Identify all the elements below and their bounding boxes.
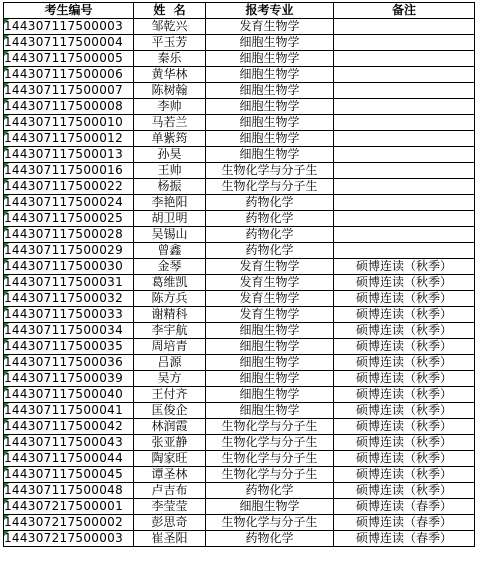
table-row [4, 115, 475, 131]
header-row [4, 3, 475, 19]
note-cell[interactable]: 硕博连读（秋季） [334, 467, 475, 483]
candidate-id-cell[interactable] [4, 115, 134, 131]
note-cell[interactable] [334, 195, 475, 211]
name-cell[interactable]: 王帅 [134, 163, 206, 179]
candidate-id-cell[interactable] [4, 307, 134, 323]
number-stored-as-text-indicator-icon [4, 323, 9, 328]
note-cell[interactable] [334, 67, 475, 83]
note-cell[interactable] [334, 51, 475, 67]
candidate-id-cell[interactable] [4, 259, 134, 275]
number-stored-as-text-indicator-icon [4, 83, 9, 88]
name-cell[interactable]: 周培青 [134, 339, 206, 355]
candidate-id-text: 144307117500039 [4, 371, 124, 385]
number-stored-as-text-indicator-icon [4, 179, 9, 184]
candidate-id-text: 144307117500035 [4, 339, 124, 353]
major-cell[interactable]: 细胞生物学 [206, 499, 334, 515]
table-body [4, 19, 475, 547]
name-cell[interactable]: 马若兰 [134, 115, 206, 131]
name-cell[interactable]: 李艳阳 [134, 195, 206, 211]
note-cell[interactable] [334, 99, 475, 115]
name-cell[interactable]: 李莹莹 [134, 499, 206, 515]
number-stored-as-text-indicator-icon [4, 275, 9, 280]
candidate-table [3, 2, 475, 547]
candidate-id-cell[interactable] [4, 483, 134, 499]
name-cell[interactable]: 崔圣阳 [134, 531, 206, 547]
number-stored-as-text-indicator-icon [4, 35, 9, 40]
candidate-id-text: 144307117500031 [4, 275, 124, 289]
name-cell[interactable]: 孙昊 [134, 147, 206, 163]
name-cell[interactable]: 杨振 [134, 179, 206, 195]
major-cell[interactable]: 细胞生物学 [206, 403, 334, 419]
note-cell[interactable]: 硕博连读（秋季） [334, 307, 475, 323]
name-cell[interactable]: 王付齐 [134, 387, 206, 403]
table-row [4, 195, 475, 211]
header-candidate-id[interactable]: 考生编号 [4, 3, 134, 19]
candidate-id-text: 144307117500041 [4, 403, 124, 417]
candidate-id-cell[interactable] [4, 355, 134, 371]
major-cell[interactable]: 细胞生物学 [206, 83, 334, 99]
header-name[interactable]: 姓 名 [134, 3, 206, 19]
major-cell[interactable]: 细胞生物学 [206, 147, 334, 163]
major-cell[interactable]: 生物化学与分子生 [206, 179, 334, 195]
note-cell[interactable] [334, 179, 475, 195]
candidate-id-text: 144307217500003 [4, 531, 124, 545]
candidate-id-cell[interactable] [4, 83, 134, 99]
name-cell[interactable]: 吕源 [134, 355, 206, 371]
name-cell[interactable]: 陈树翰 [134, 83, 206, 99]
major-cell[interactable]: 细胞生物学 [206, 115, 334, 131]
note-cell[interactable]: 硕博连读（秋季） [334, 435, 475, 451]
table-row [4, 419, 475, 435]
table-row [4, 467, 475, 483]
candidate-id-text: 144307217500002 [4, 515, 124, 529]
candidate-id-cell[interactable] [4, 19, 134, 35]
number-stored-as-text-indicator-icon [4, 67, 9, 72]
note-cell[interactable]: 硕博连读（秋季） [334, 403, 475, 419]
note-cell[interactable] [334, 147, 475, 163]
table-row [4, 371, 475, 387]
header-major[interactable]: 报考专业 [206, 3, 334, 19]
number-stored-as-text-indicator-icon [4, 483, 9, 488]
note-cell[interactable]: 硕博连读（秋季） [334, 483, 475, 499]
table-row [4, 131, 475, 147]
major-cell[interactable]: 细胞生物学 [206, 131, 334, 147]
table-row [4, 211, 475, 227]
note-cell[interactable]: 硕博连读（秋季） [334, 275, 475, 291]
number-stored-as-text-indicator-icon [4, 163, 9, 168]
candidate-id-text: 144307117500032 [4, 291, 124, 305]
name-cell[interactable]: 葛维凯 [134, 275, 206, 291]
major-cell[interactable]: 生物化学与分子生 [206, 435, 334, 451]
name-cell[interactable]: 张亚静 [134, 435, 206, 451]
candidate-id-text: 144307117500010 [4, 115, 124, 129]
major-cell[interactable]: 细胞生物学 [206, 99, 334, 115]
name-cell[interactable]: 李宇航 [134, 323, 206, 339]
candidate-id-cell[interactable] [4, 467, 134, 483]
candidate-id-text: 144307117500008 [4, 99, 124, 113]
number-stored-as-text-indicator-icon [4, 467, 9, 472]
candidate-id-text: 144307117500034 [4, 323, 124, 337]
candidate-id-text: 144307117500044 [4, 451, 124, 465]
number-stored-as-text-indicator-icon [4, 19, 9, 24]
table-row [4, 35, 475, 51]
candidate-id-text: 144307117500013 [4, 147, 124, 161]
major-cell[interactable]: 细胞生物学 [206, 35, 334, 51]
major-cell[interactable]: 细胞生物学 [206, 339, 334, 355]
number-stored-as-text-indicator-icon [4, 243, 9, 248]
name-cell[interactable]: 卢吉布 [134, 483, 206, 499]
number-stored-as-text-indicator-icon [4, 451, 9, 456]
table-row [4, 275, 475, 291]
candidate-id-cell[interactable] [4, 451, 134, 467]
candidate-id-cell[interactable] [4, 531, 134, 547]
name-cell[interactable]: 谭圣林 [134, 467, 206, 483]
candidate-id-text: 144307117500007 [4, 83, 124, 97]
candidate-id-cell[interactable] [4, 99, 134, 115]
table-row [4, 227, 475, 243]
candidate-id-cell[interactable] [4, 323, 134, 339]
note-cell[interactable]: 硕博连读（春季） [334, 499, 475, 515]
table-row [4, 499, 475, 515]
candidate-id-text: 144307117500004 [4, 35, 124, 49]
number-stored-as-text-indicator-icon [4, 99, 9, 104]
candidate-id-cell[interactable] [4, 387, 134, 403]
note-cell[interactable]: 硕博连读（秋季） [334, 259, 475, 275]
note-cell[interactable] [334, 211, 475, 227]
number-stored-as-text-indicator-icon [4, 355, 9, 360]
name-cell[interactable]: 吴锡山 [134, 227, 206, 243]
table-row [4, 307, 475, 323]
major-cell[interactable]: 生物化学与分子生 [206, 163, 334, 179]
major-cell[interactable]: 药物化学 [206, 195, 334, 211]
note-cell[interactable] [334, 35, 475, 51]
number-stored-as-text-indicator-icon [4, 115, 9, 120]
number-stored-as-text-indicator-icon [4, 211, 9, 216]
candidate-id-text: 144307117500043 [4, 435, 124, 449]
note-cell[interactable]: 硕博连读（秋季） [334, 387, 475, 403]
candidate-id-cell[interactable] [4, 131, 134, 147]
table-row [4, 387, 475, 403]
name-cell[interactable]: 邹乾兴 [134, 19, 206, 35]
candidate-id-cell[interactable] [4, 275, 134, 291]
number-stored-as-text-indicator-icon [4, 435, 9, 440]
name-cell[interactable]: 林润霞 [134, 419, 206, 435]
candidate-id-cell[interactable] [4, 227, 134, 243]
major-cell[interactable]: 生物化学与分子生 [206, 419, 334, 435]
major-cell[interactable]: 药物化学 [206, 243, 334, 259]
table-row [4, 291, 475, 307]
major-cell[interactable]: 发育生物学 [206, 259, 334, 275]
name-cell[interactable]: 匡俊企 [134, 403, 206, 419]
candidate-id-text: 144307117500024 [4, 195, 124, 209]
candidate-id-text: 144307117500003 [4, 19, 124, 33]
candidate-id-cell[interactable] [4, 243, 134, 259]
number-stored-as-text-indicator-icon [4, 227, 9, 232]
candidate-id-cell[interactable] [4, 515, 134, 531]
number-stored-as-text-indicator-icon [4, 515, 9, 520]
table-row [4, 323, 475, 339]
name-cell[interactable]: 曾鑫 [134, 243, 206, 259]
major-cell[interactable]: 细胞生物学 [206, 323, 334, 339]
number-stored-as-text-indicator-icon [4, 307, 9, 312]
table-row [4, 243, 475, 259]
note-cell[interactable]: 硕博连读（秋季） [334, 371, 475, 387]
table-row [4, 403, 475, 419]
note-cell[interactable]: 硕博连读（秋季） [334, 291, 475, 307]
number-stored-as-text-indicator-icon [4, 371, 9, 376]
candidate-id-cell[interactable] [4, 147, 134, 163]
note-cell[interactable] [334, 163, 475, 179]
major-cell[interactable]: 发育生物学 [206, 19, 334, 35]
name-cell[interactable]: 谢精科 [134, 307, 206, 323]
major-cell[interactable]: 细胞生物学 [206, 355, 334, 371]
candidate-id-cell[interactable] [4, 211, 134, 227]
table-row [4, 147, 475, 163]
major-cell[interactable]: 细胞生物学 [206, 387, 334, 403]
candidate-id-text: 144307117500042 [4, 419, 124, 433]
number-stored-as-text-indicator-icon [4, 259, 9, 264]
major-cell[interactable]: 细胞生物学 [206, 371, 334, 387]
name-cell[interactable]: 平玉芳 [134, 35, 206, 51]
table-row [4, 339, 475, 355]
name-cell[interactable]: 单紫筠 [134, 131, 206, 147]
candidate-id-cell[interactable] [4, 291, 134, 307]
name-cell[interactable]: 秦乐 [134, 51, 206, 67]
candidate-id-text: 144307117500012 [4, 131, 124, 145]
note-cell[interactable]: 硕博连读（秋季） [334, 451, 475, 467]
candidate-id-cell[interactable] [4, 403, 134, 419]
note-cell[interactable] [334, 227, 475, 243]
note-cell[interactable] [334, 131, 475, 147]
note-cell[interactable]: 硕博连读（秋季） [334, 339, 475, 355]
number-stored-as-text-indicator-icon [4, 195, 9, 200]
table-row [4, 83, 475, 99]
note-cell[interactable] [334, 243, 475, 259]
candidate-id-cell[interactable] [4, 195, 134, 211]
table-row [4, 483, 475, 499]
table-row [4, 99, 475, 115]
table-row [4, 51, 475, 67]
header-note[interactable]: 备注 [334, 3, 475, 19]
name-cell[interactable]: 彭思奇 [134, 515, 206, 531]
number-stored-as-text-indicator-icon [4, 403, 9, 408]
note-cell[interactable]: 硕博连读（秋季） [334, 355, 475, 371]
name-cell[interactable]: 陶家旺 [134, 451, 206, 467]
candidate-id-text: 144307117500025 [4, 211, 124, 225]
table-row [4, 531, 475, 547]
candidate-id-cell[interactable] [4, 339, 134, 355]
table-row [4, 451, 475, 467]
candidate-id-text: 144307117500022 [4, 179, 124, 193]
candidate-id-text: 144307117500033 [4, 307, 124, 321]
candidate-id-cell[interactable] [4, 371, 134, 387]
note-cell[interactable]: 硕博连读（秋季） [334, 419, 475, 435]
candidate-id-cell[interactable] [4, 51, 134, 67]
major-cell[interactable]: 细胞生物学 [206, 67, 334, 83]
table-row [4, 355, 475, 371]
number-stored-as-text-indicator-icon [4, 131, 9, 136]
table-row [4, 435, 475, 451]
note-cell[interactable] [334, 115, 475, 131]
table-row [4, 67, 475, 83]
candidate-id-text: 144307117500048 [4, 483, 124, 497]
candidate-id-text: 144307117500006 [4, 67, 124, 81]
candidate-id-cell[interactable] [4, 419, 134, 435]
number-stored-as-text-indicator-icon [4, 419, 9, 424]
candidate-id-text: 144307217500001 [4, 499, 124, 513]
major-cell[interactable]: 发育生物学 [206, 307, 334, 323]
major-cell[interactable]: 细胞生物学 [206, 51, 334, 67]
candidate-id-cell[interactable] [4, 163, 134, 179]
name-cell[interactable]: 黄华林 [134, 67, 206, 83]
number-stored-as-text-indicator-icon [4, 531, 9, 536]
note-cell[interactable]: 硕博连读（春季） [334, 531, 475, 547]
candidate-id-text: 144307117500028 [4, 227, 124, 241]
name-cell[interactable]: 陈方兵 [134, 291, 206, 307]
number-stored-as-text-indicator-icon [4, 387, 9, 392]
candidate-id-text: 144307117500005 [4, 51, 124, 65]
major-cell[interactable]: 生物化学与分子生 [206, 451, 334, 467]
table-row [4, 515, 475, 531]
major-cell[interactable]: 药物化学 [206, 227, 334, 243]
number-stored-as-text-indicator-icon [4, 51, 9, 56]
major-cell[interactable]: 生物化学与分子生 [206, 515, 334, 531]
candidate-id-cell[interactable] [4, 67, 134, 83]
candidate-id-cell[interactable] [4, 35, 134, 51]
candidate-id-text: 144307117500029 [4, 243, 124, 257]
name-cell[interactable]: 李帅 [134, 99, 206, 115]
table-row [4, 259, 475, 275]
candidate-id-cell[interactable] [4, 435, 134, 451]
note-cell[interactable]: 硕博连读（秋季） [334, 323, 475, 339]
candidate-id-text: 144307117500030 [4, 259, 124, 273]
major-cell[interactable]: 药物化学 [206, 211, 334, 227]
major-cell[interactable]: 发育生物学 [206, 275, 334, 291]
note-cell[interactable] [334, 19, 475, 35]
number-stored-as-text-indicator-icon [4, 147, 9, 152]
major-cell[interactable]: 发育生物学 [206, 291, 334, 307]
table-row [4, 179, 475, 195]
name-cell[interactable]: 吴方 [134, 371, 206, 387]
candidate-id-text: 144307117500040 [4, 387, 124, 401]
candidate-id-cell[interactable] [4, 179, 134, 195]
candidate-id-text: 144307117500045 [4, 467, 124, 481]
note-cell[interactable] [334, 83, 475, 99]
candidate-id-text: 144307117500016 [4, 163, 124, 177]
candidate-id-cell[interactable] [4, 499, 134, 515]
table-row [4, 19, 475, 35]
name-cell[interactable]: 金琴 [134, 259, 206, 275]
major-cell[interactable]: 药物化学 [206, 531, 334, 547]
number-stored-as-text-indicator-icon [4, 339, 9, 344]
note-cell[interactable]: 硕博连读（春季） [334, 515, 475, 531]
candidate-id-text: 144307117500036 [4, 355, 124, 369]
major-cell[interactable]: 药物化学 [206, 483, 334, 499]
number-stored-as-text-indicator-icon [4, 499, 9, 504]
major-cell[interactable]: 生物化学与分子生 [206, 467, 334, 483]
number-stored-as-text-indicator-icon [4, 291, 9, 296]
table-row [4, 163, 475, 179]
spreadsheet-sheet [3, 2, 475, 547]
name-cell[interactable]: 胡卫明 [134, 211, 206, 227]
